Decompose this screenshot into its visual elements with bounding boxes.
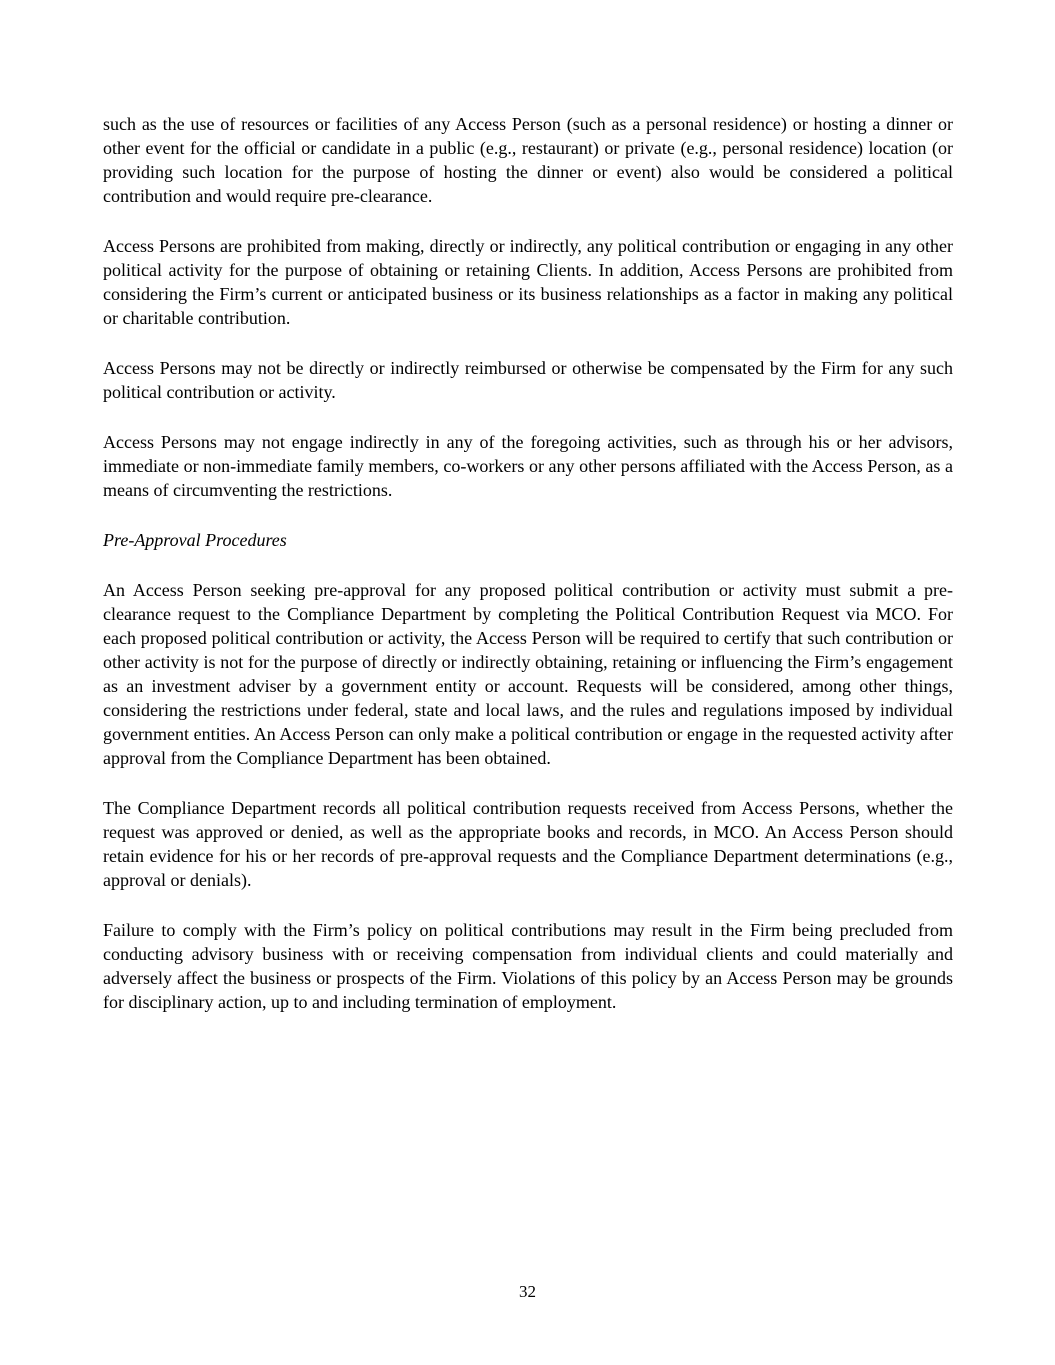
paragraph-no-reimbursement: Access Persons may not be directly or indirectly reimbursed or otherwise be compensated by the Firm for any such political contribution or activity.	[103, 358, 953, 402]
page-number: 32	[519, 1282, 536, 1301]
paragraph-failure-to-comply: Failure to comply with the Firm’s policy on political contributions may result in the Firm being precluded from conducting advisory business with or receiving compensation from individual clients and could materially and adversely affect the business or prospects of the Firm. Violations of this policy by an Access Person may be grounds for disciplinary action, up to and including termination of employment.	[103, 920, 953, 1012]
document-content	[103, 112, 953, 1040]
paragraph-prohibited-contributions: Access Persons are prohibited from making, directly or indirectly, any political contribution or engaging in any other political activity for the purpose of obtaining or retaining Clients. In addition, Access Persons are prohibited from considering the Firm’s current or anticipated business or its business relationships as a factor in making any political or charitable contribution.	[103, 236, 953, 328]
paragraph-pre-approval-process: An Access Person seeking pre-approval for any proposed political contribution or activity must submit a pre-clearance request to the Compliance Department by completing the Political Contribution Request via MCO. For each proposed political contribution or activity, the Access Person will be required to certify that such contribution or other activity is not for the purpose of directly or indirectly obtaining, retaining or influencing the Firm’s engagement as an investment adviser by a government entity or account. Requests will be considered, among other things, considering the restrictions under federal, state and local laws, and the rules and regulations imposed by individual government entities. An Access Person can only make a political contribution or engage in the requested activity after approval from the Compliance Department has been obtained.	[103, 580, 953, 768]
section-heading-pre-approval-procedures: Pre-Approval Procedures	[103, 530, 287, 550]
paragraph-compliance-records: The Compliance Department records all political contribution requests received from Access Persons, whether the request was approved or denied, as well as the appropriate books and records, in MCO. An Access Person should retain evidence for his or her records of pre-approval requests and the Compliance Department determinations (e.g., approval or denials).	[103, 798, 953, 890]
paragraph-political-contribution-scope: such as the use of resources or facilities of any Access Person (such as a personal residence) or hosting a dinner or other event for the official or candidate in a public (e.g., restaurant) or private (e.g., personal residence) location (or providing such location for the purpose of hosting the dinner or event) also would be considered a political contribution and would require pre-clearance.	[103, 114, 953, 206]
paragraph-indirect-engagement: Access Persons may not engage indirectly in any of the foregoing activities, such as through his or her advisors, immediate or non-immediate family members, co-workers or any other persons affiliated with the Access Person, as a means of circumventing the restrictions.	[103, 432, 953, 500]
